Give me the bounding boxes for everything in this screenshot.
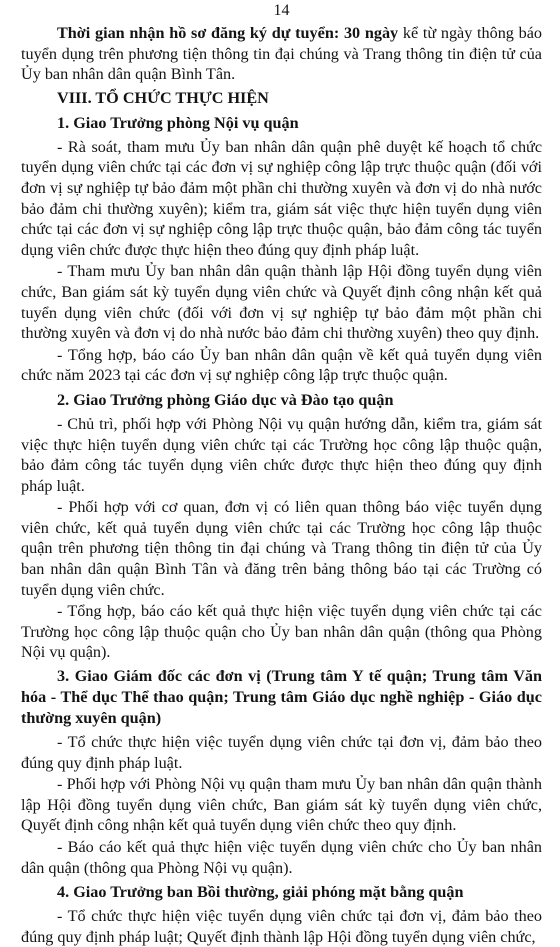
subsection-3 (21, 666, 542, 878)
intro-bold-lead: Thời gian nhận hồ sơ đăng ký dự tuyển: 30 ngày (57, 24, 399, 42)
intro-text: kể từ ngày thông báo tuyển dụng trên phương tiện thông tin đại chúng và Trang thông tin điện tử của Ủy ban nhân dân quận Bình Tân. (21, 24, 542, 84)
paragraph: - Rà soát, tham mưu Ủy ban nhân dân quận phê duyệt kế hoạch tổ chức tuyển dụng viên chức tại các đơn vị sự nghiệp công lập trực thuộc quận (đối với đơn vị sự nghiệp tự bảo đảm một phần chi thường xuyên và đơn vị do nhà nước bảo đảm chi thường xuyên); kiểm tra, giám sát việc thực hiện tuyển dụng viên chức tại các đơn vị sự nghiệp công lập trực thuộc quận, bảo đảm công tác tuyển dụng viên chức được thực hiện theo đúng quy định pháp luật. (21, 137, 542, 259)
subsection-heading: 1. Giao Trưởng phòng Nội vụ quận (57, 113, 299, 132)
paragraph: - Tổng hợp, báo cáo Ủy ban nhân dân quận về kết quả tuyển dụng viên chức năm 2023 tại các đơn vị sự nghiệp công lập trực thuộc quận. (21, 345, 542, 385)
subsection-4 (21, 881, 542, 947)
intro-paragraph (21, 23, 542, 85)
paragraph: - Phối hợp với Phòng Nội vụ quận tham mưu Ủy ban nhân dân quận thành lập Hội đồng tuyển dụng viên chức, Ban giám sát kỳ tuyển dụng viên chức, Quyết định công nhận kết quả tuyển dụng viên chức theo quy định. (21, 775, 542, 835)
subsection-1 (21, 112, 542, 386)
paragraph: - Phối hợp với cơ quan, đơn vị có liên quan thông báo việc tuyển dụng viên chức, kết quả tuyển dụng viên chức tại các Trường học công lập thuộc quận trên phương tiện thông tin đại chúng và Trang thông tin điện tử của Ủy ban nhân dân quận Bình Tân và đăng trên bảng thông báo tại các Trường có tuyển dụng viên chức. (21, 498, 542, 599)
paragraph: - Tổng hợp, báo cáo kết quả thực hiện việc tuyển dụng viên chức tại các Trường học công lập thuộc quận cho Ủy ban nhân dân quận (thông qua Phòng Nội vụ quận). (21, 602, 542, 662)
subsection-heading: 2. Giao Trưởng phòng Giáo dục và Đào tạo quận (57, 390, 394, 409)
paragraph: - Tham mưu Ủy ban nhân dân quận thành lập Hội đồng tuyển dụng viên chức, Ban giám sát kỳ tuyển dụng viên chức và Quyết định công nhận kết quả tuyển dụng viên chức (đối với đơn vị sự nghiệp tự bảo đảm một phần chi thường xuyên và đơn vị do nhà nước bảo đảm chi thường xuyên) theo quy định. (21, 262, 542, 343)
paragraph: - Chủ trì, phối hợp với Phòng Nội vụ quận hướng dẫn, kiểm tra, giám sát việc thực hiện tuyển dụng viên chức tại các Trường học công lập thuộc quận, bảo đảm công tác tuyển dụng viên chức được thực hiện theo đúng quy định pháp luật. (21, 414, 542, 495)
paragraph: - Báo cáo kết quả thực hiện việc tuyển dụng viên chức cho Ủy ban nhân dân quận (thông qua Phòng Nội vụ quận). (21, 838, 542, 877)
paragraph: - Tổ chức thực hiện việc tuyển dụng viên chức tại đơn vị, đảm bảo theo đúng quy định pháp luật; Quyết định thành lập Hội đồng tuyển dụng viên chức, (21, 907, 542, 946)
section-title: VIII. TỔ CHỨC THỰC HIỆN (57, 88, 269, 107)
page-number: 14 (273, 2, 290, 19)
subsection-heading: 3. Giao Giám đốc các đơn vị (Trung tâm Y tế quận; Trung tâm Văn hóa - Thể dục Thể thao quận; Trung tâm Giáo dục nghề nghiệp - Giáo dục thường xuyên quận) (21, 667, 542, 728)
paragraph: - Tổ chức thực hiện việc tuyển dụng viên chức tại đơn vị, đảm bảo theo đúng quy định pháp luật. (21, 733, 542, 772)
subsection-2 (21, 389, 542, 663)
subsection-heading: 4. Giao Trưởng ban Bồi thường, giải phóng mặt bằng quận (57, 883, 464, 902)
